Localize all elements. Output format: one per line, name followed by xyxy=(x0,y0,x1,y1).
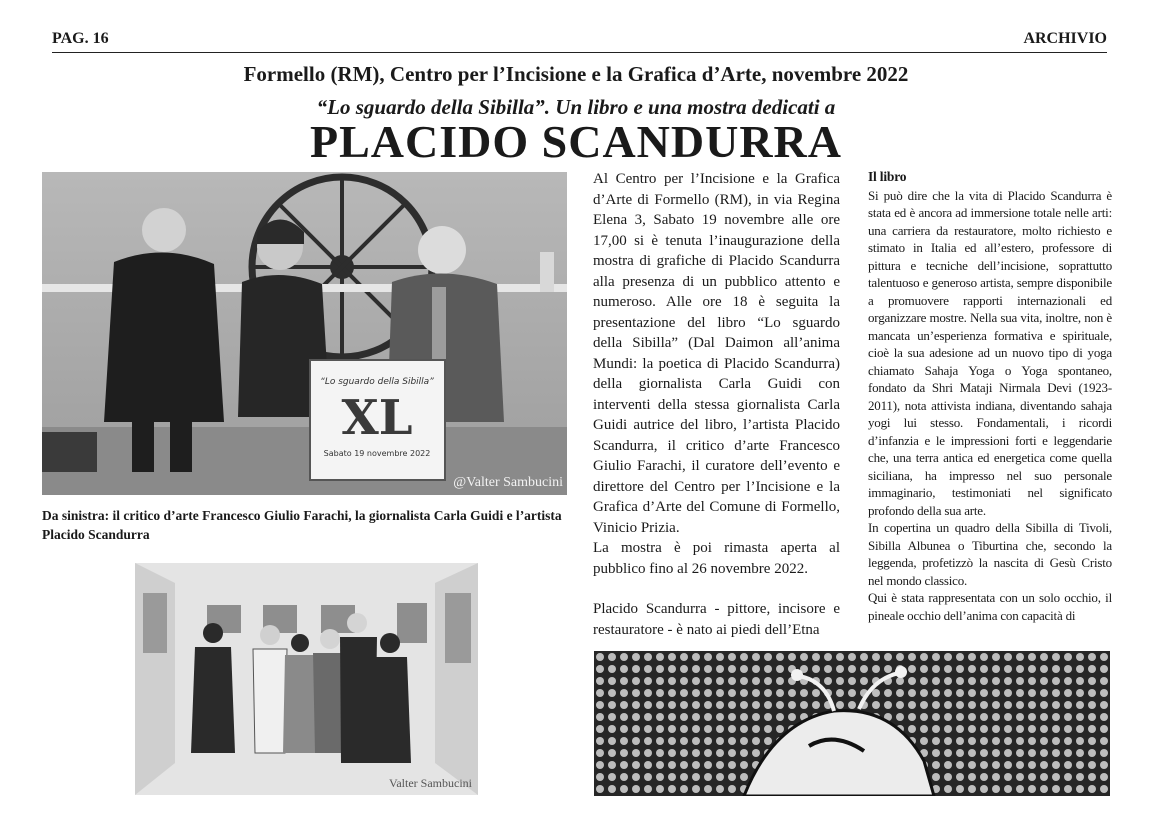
photo-credit: Valter Sambucini xyxy=(389,776,472,790)
poster-title: “Lo sguardo della Sibilla” xyxy=(320,377,434,387)
artwork-photo xyxy=(594,651,1110,796)
page-number: PAG. 16 xyxy=(52,30,109,47)
book-heading: Il libro xyxy=(868,169,907,184)
event-photo xyxy=(42,172,567,495)
poster-big-letters: XL xyxy=(341,390,413,446)
running-head xyxy=(52,30,1107,53)
article-headline: PLACIDO SCANDURRA xyxy=(310,116,842,167)
book-column xyxy=(868,168,1112,624)
body-paragraph: Placido Scandurra - pittore, incisore e restauratore - è nato ai piedi dell’Etna xyxy=(593,601,840,638)
photo-caption: Da sinistra: il critico d’arte Francesco Giulio Farachi, la giornalista Carla Guidi e l’artista Placido Scandurra xyxy=(42,508,562,542)
event-photo-illustration xyxy=(42,172,567,495)
poster-date: Sabato 19 novembre 2022 xyxy=(323,449,431,458)
article-kicker: Formello (RM), Centro per l’Incisione e la Grafica d’Arte, novembre 2022 xyxy=(243,62,909,86)
group-photo-illustration xyxy=(135,563,478,795)
body-paragraph: Al Centro per l’Incisione e la Grafica d’Arte di Formello (RM), in via Regina Elena 3, Sabato 19 novembre alle ore 17,00 si è tenuta l’inaugurazione della mostra di grafiche di Placido Scandurra alla presenza di un pubblico attento e numeroso. Alle ore 18 è seguita la presentazione del libro “Lo sguardo della Sibilla” (Dal Daimon all’anima Mundi: la poetica di Placido Scandurra) della giornalista Carla Guidi con interventi della stessa giornalista Carla Guidi autrice del libro, l’artista Placido Scandurra, il critico d’arte Francesco Giulio Farachi, il curatore dell’evento e direttore del Centro per l’Incisione e la Grafica d’Arte del Comune di Formello, Vinicio Prizia. xyxy=(593,171,840,536)
article-subtitle: “Lo sguardo della Sibilla”. Un libro e una mostra dedicati a xyxy=(316,95,836,119)
body-paragraph: La mostra è poi rimasta aperta al pubblico fino al 26 novembre 2022. xyxy=(593,540,840,577)
photo-credit: @Valter Sambucini xyxy=(453,475,563,490)
book-paragraph: Qui è stata rappresentata con un solo occhio, il pineale occhio dell’anima con capacità di xyxy=(868,590,1112,623)
book-paragraph: In copertina un quadro della Sibilla di Tivoli, Sibilla Albunea o Tiburtina che, secondo la leggenda, profetizzò la nascita di Gesù Cristo nel mondo classico. xyxy=(868,520,1112,588)
artwork-illustration xyxy=(594,651,1110,796)
book-paragraph: Si può dire che la vita di Placido Scandurra è stata ed è ancora ad immersione totale nelle arti: una carriera da restauratore, molto richiesto e stimato in Italia ed all’estero, professore di pittura e tecniche dell’incisione, soprattutto talentuoso e generoso artista, sempre disponibile a promuovere rapporti internazionali ed organizzare mostre. Nella sua vita, inoltre, non è mancata un’esperienza formativa e spirituale, cioè la sua adesione ad un nuovo tipo di yoga chiamato Sahaja Yoga o Yoga spontaneo, fondato da Shri Mataji Nirmala Devi (1923-2011), nota attivista indiana, diventando sahaja yogi lui stesso. Fondamentali, i ricordi d’infanzia e le impressioni forti e leggendarie che, una terra antica ed energetica come quella siciliana, ha impresso nel suo personale immaginario, testimoniati nel significato profondo della sua arte. xyxy=(868,187,1112,518)
group-photo xyxy=(135,563,478,795)
section-name: ARCHIVIO xyxy=(1023,30,1107,47)
article-body-column xyxy=(593,169,840,640)
